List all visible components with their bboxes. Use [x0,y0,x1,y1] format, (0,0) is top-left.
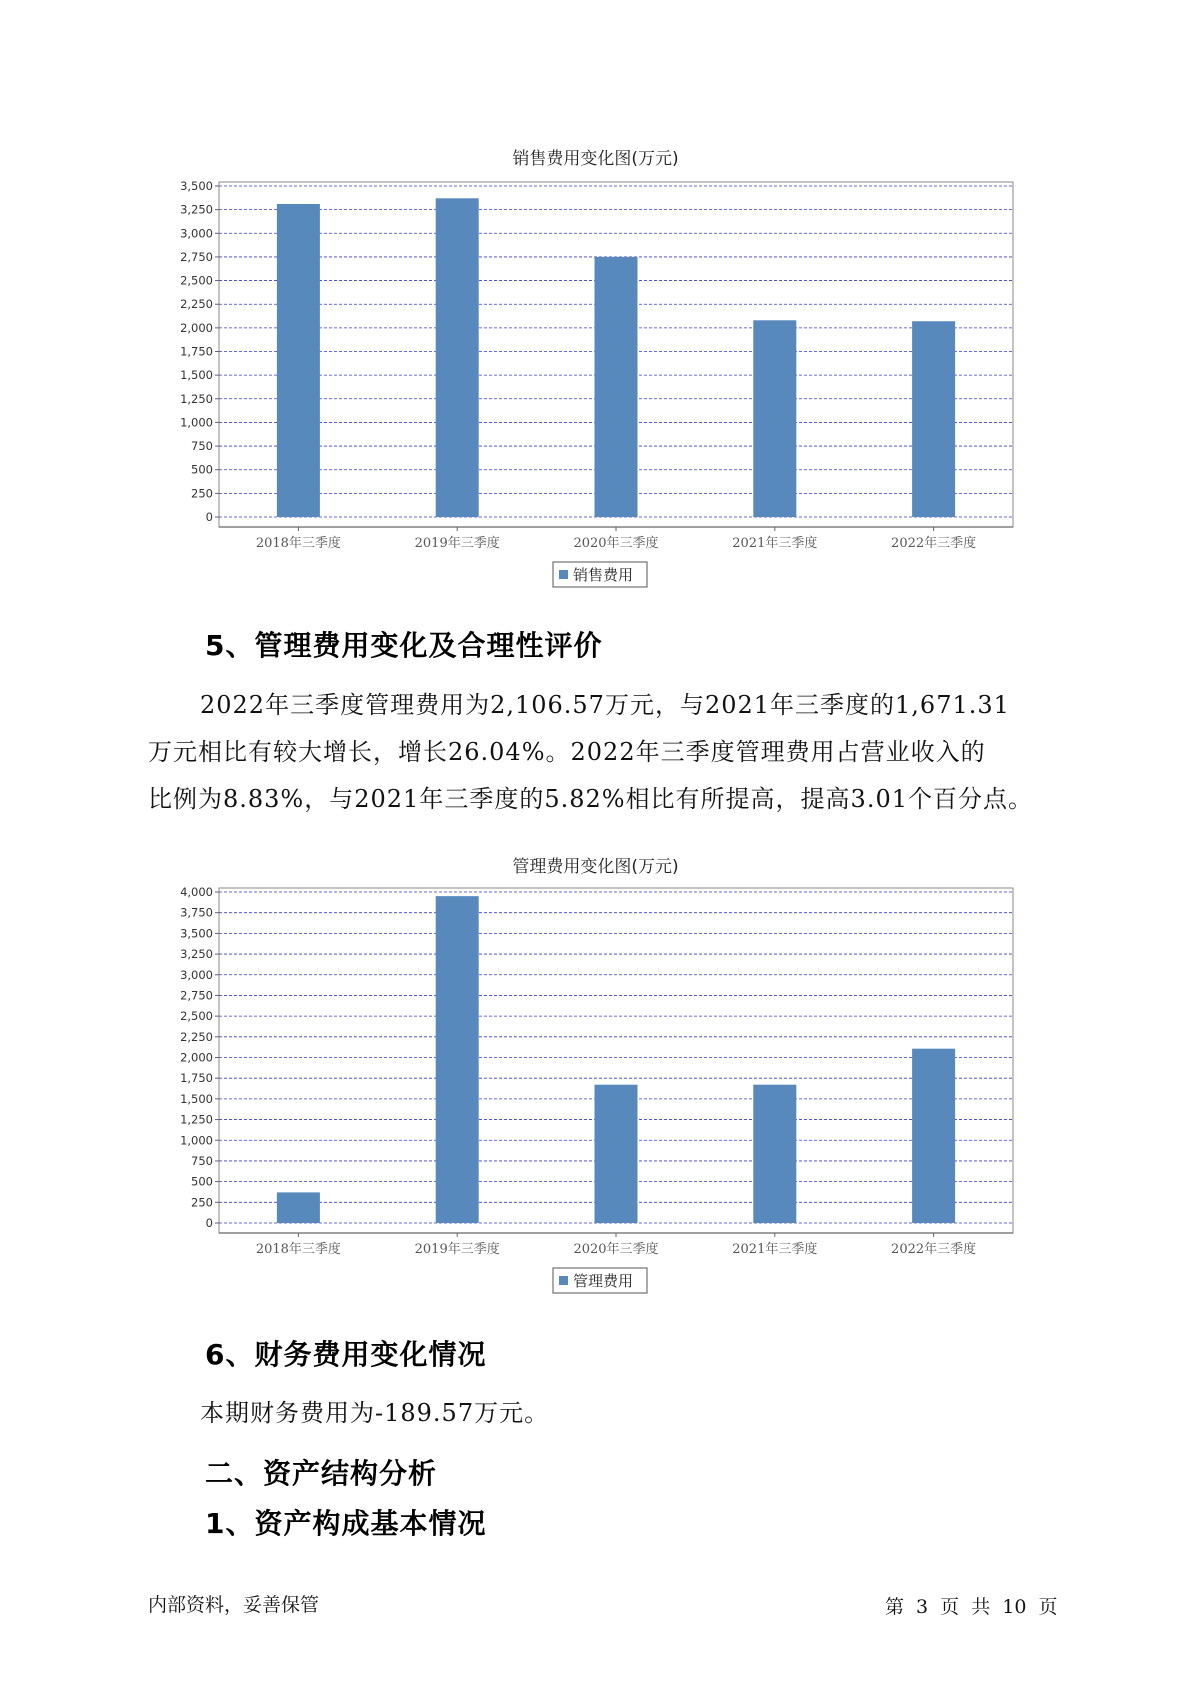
y-tick-label: 3,500 [180,179,213,193]
legend-swatch [559,570,568,579]
y-tick-label: 3,250 [180,947,213,962]
y-tick-label: 2,000 [180,320,213,335]
section-heading-management-expense: 5、管理费用变化及合理性评价 [205,629,603,662]
y-tick-label: 1,250 [180,1112,213,1127]
bar [436,896,479,1223]
footer-confidential-note: 内部资料，妥善保管 [148,1594,320,1616]
bar [595,1085,638,1223]
section-heading-asset-composition: 1、资产构成基本情况 [205,1507,487,1540]
y-tick-label: 3,000 [180,226,213,241]
y-tick-label: 3,250 [180,202,213,217]
x-tick-label: 2022年三季度 [891,1242,977,1257]
bar [277,204,320,517]
y-tick-label: 3,000 [180,967,213,982]
y-tick-label: 1,750 [180,344,213,359]
paragraph-line: 比例为8.83%，与2021年三季度的5.82%相比有所提高，提高3.01个百分点。 [148,785,1033,813]
y-tick-label: 2,500 [180,1009,213,1024]
paragraph-text: 2022年三季度管理费用为2,106.57万元，与2021年三季度的1,671.31 [200,691,1010,719]
x-tick-label: 2020年三季度 [573,536,659,551]
y-tick-label: 500 [191,1174,213,1189]
bar [912,1049,955,1223]
x-tick-label: 2021年三季度 [732,1242,818,1257]
bar [753,320,796,517]
x-tick-label: 2020年三季度 [573,1242,659,1257]
y-tick-label: 3,750 [180,905,213,920]
chart-title: 销售费用变化图(万元) [512,149,679,169]
paragraph-line: 万元相比有较大增长，增长26.04%。2022年三季度管理费用占营业收入的 [148,738,986,766]
x-tick-label: 2018年三季度 [255,1242,341,1257]
x-tick-label: 2019年三季度 [414,536,500,551]
y-tick-label: 250 [191,1195,213,1210]
management-expense-paragraph [148,682,1048,823]
legend-label: 销售费用 [573,566,634,584]
bar [277,1192,320,1223]
y-tick-label: 2,250 [180,1029,213,1044]
y-tick-label: 250 [191,486,213,501]
legend-swatch [559,1276,568,1285]
y-tick-label: 0 [205,510,213,524]
bar [912,321,955,517]
y-tick-label: 2,750 [180,988,213,1003]
x-tick-label: 2022年三季度 [891,536,977,551]
legend-label: 管理费用 [573,1272,634,1290]
y-tick-label: 0 [205,1216,213,1230]
y-tick-label: 3,500 [180,926,213,941]
management-expense-chart [0,848,1191,1308]
x-tick-label: 2019年三季度 [414,1242,500,1257]
y-tick-label: 2,500 [180,273,213,288]
y-tick-label: 1,500 [180,368,213,383]
bar [595,257,638,517]
y-tick-label: 2,000 [180,1050,213,1065]
footer-page-number: 第 3 页 共 10 页 [885,1596,1058,1618]
y-tick-label: 500 [191,462,213,477]
x-tick-label: 2021年三季度 [732,536,818,551]
bar [436,198,479,517]
y-tick-label: 2,250 [180,297,213,312]
management-expense-chart-svg [0,848,1191,1308]
section-heading-asset-structure: 二、资产结构分析 [205,1457,438,1490]
y-tick-label: 1,500 [180,1091,213,1106]
sales-expense-chart-svg [0,140,1191,600]
y-tick-label: 1,000 [180,1133,213,1148]
y-tick-label: 1,750 [180,1071,213,1086]
y-tick-label: 2,750 [180,249,213,264]
sales-expense-chart [0,140,1191,600]
paragraph-text: 本期财务费用为-189.57万元。 [200,1399,550,1427]
bar [753,1085,796,1223]
y-tick-label: 1,250 [180,391,213,406]
paragraph-line [148,682,1048,729]
y-tick-label: 4,000 [180,885,213,899]
y-tick-label: 750 [191,1153,213,1168]
x-tick-label: 2018年三季度 [255,536,341,551]
chart-title: 管理费用变化图(万元) [512,857,679,877]
y-tick-label: 1,000 [180,415,213,430]
y-tick-label: 750 [191,439,213,454]
finance-expense-paragraph [148,1390,1048,1437]
section-heading-finance-expense: 6、财务费用变化情况 [205,1338,487,1371]
